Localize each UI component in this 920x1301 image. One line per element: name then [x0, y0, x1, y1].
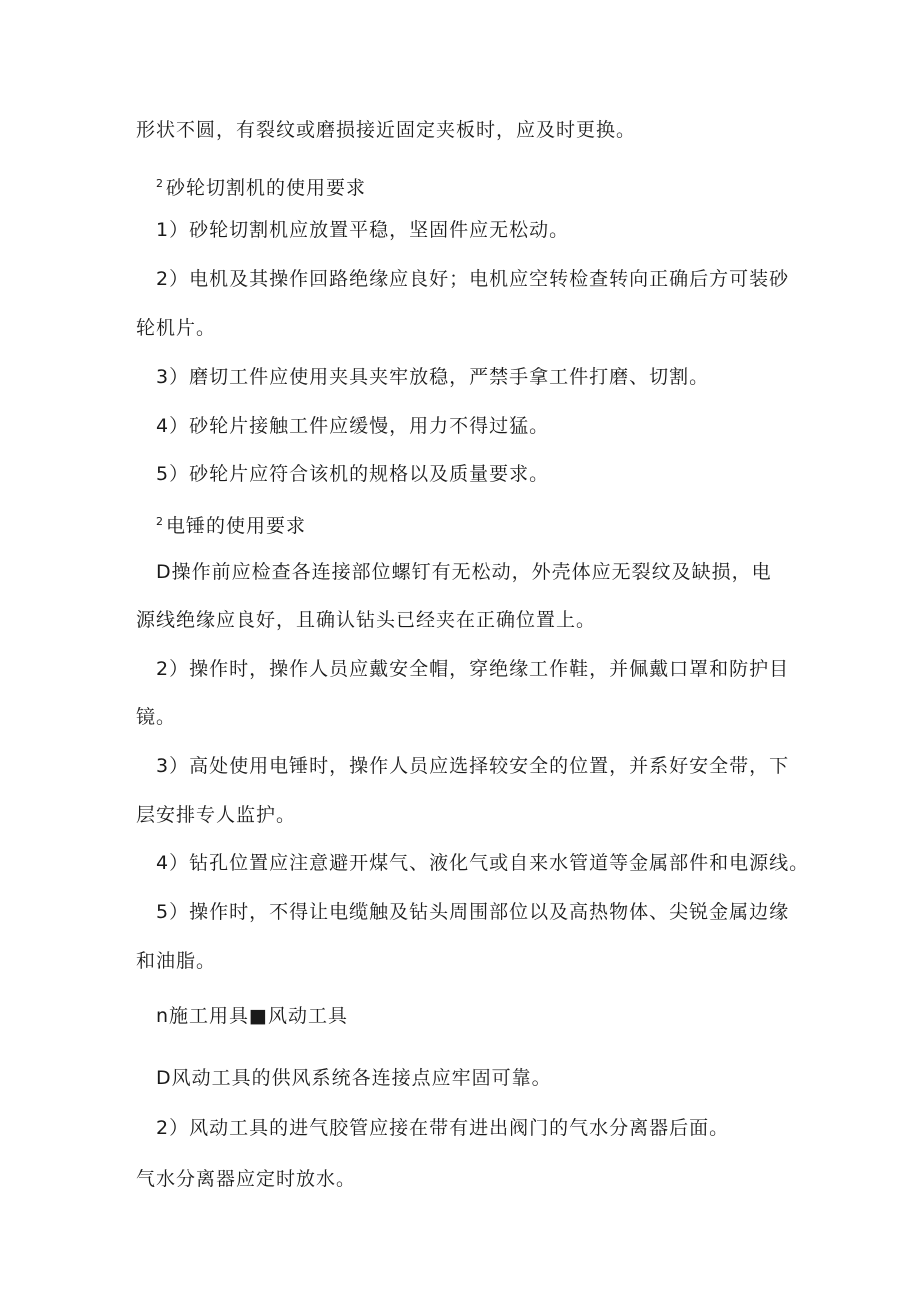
line-text: 4）钻孔位置应注意避开煤气、液化气或自来水管道等金属部件和电源线。 [156, 852, 810, 874]
heading-text: 砂轮切割机的使用要求 [166, 177, 367, 199]
paragraph-line [0, 316, 920, 340]
line-text: 和油脂。 [136, 950, 217, 972]
paragraph-line [0, 803, 920, 827]
line-text: D操作前应检查各连接部位螺钉有无松动，外壳体应无裂纹及缺损，电 [156, 561, 772, 583]
line-text: 源线绝缘应良好，且确认钻头已经夹在正确位置上。 [136, 609, 597, 631]
line-text: 层安排专人监护。 [136, 804, 297, 826]
heading-marker: 2 [156, 177, 164, 190]
list-item [0, 657, 920, 681]
paragraph-line [0, 705, 920, 729]
heading-text: n施工用具■风动工具 [156, 1005, 348, 1027]
line-text: 2）电机及其操作回路绝缘应良好；电机应空转检查转向正确后方可装砂 [156, 268, 790, 290]
paragraph-line [0, 608, 920, 632]
line-text: 5）操作时，不得让电缆触及钻头周围部位以及高热物体、尖锐金属边缘 [156, 901, 790, 923]
paragraph-line [0, 118, 920, 142]
list-item [0, 365, 920, 389]
line-text: 2）风动工具的进气胶管应接在带有进出阀门的气水分离器后面。 [156, 1117, 730, 1139]
line-text: 轮机片。 [136, 317, 217, 339]
heading-marker: 2 [156, 515, 164, 528]
line-text: D风动工具的供风系统各连接点应牢固可靠。 [156, 1067, 552, 1089]
section-heading [0, 1004, 920, 1028]
section-heading [0, 172, 920, 200]
list-item [0, 267, 920, 291]
line-text: 5）砂轮片应符合该机的规格以及质量要求。 [156, 463, 550, 485]
list-item [0, 560, 920, 584]
list-item [0, 1066, 920, 1090]
list-item [0, 1116, 920, 1140]
section-heading [0, 510, 920, 538]
list-item [0, 754, 920, 778]
line-text: 3）磨切工件应使用夹具夹牢放稳，严禁手拿工件打磨、切割。 [156, 366, 710, 388]
line-text: 形状不圆，有裂纹或磨损接近固定夹板时，应及时更换。 [136, 119, 637, 141]
paragraph-line [0, 1167, 920, 1191]
line-text: 2）操作时，操作人员应戴安全帽，穿绝缘工作鞋，并佩戴口罩和防护目 [156, 658, 790, 680]
line-text: 3）高处使用电锤时，操作人员应选择较安全的位置，并系好安全带，下 [156, 755, 790, 777]
heading-text: 电锤的使用要求 [166, 515, 307, 537]
list-item [0, 218, 920, 242]
line-text: 1）砂轮切割机应放置平稳，坚固件应无松动。 [156, 219, 570, 241]
list-item [0, 462, 920, 486]
line-text: 镜。 [136, 706, 177, 728]
line-text: 气水分离器应定时放水。 [136, 1168, 357, 1190]
list-item [0, 414, 920, 438]
list-item [0, 851, 920, 875]
line-text: 4）砂轮片接触工件应缓慢，用力不得过猛。 [156, 415, 550, 437]
paragraph-line [0, 949, 920, 973]
list-item [0, 900, 920, 924]
